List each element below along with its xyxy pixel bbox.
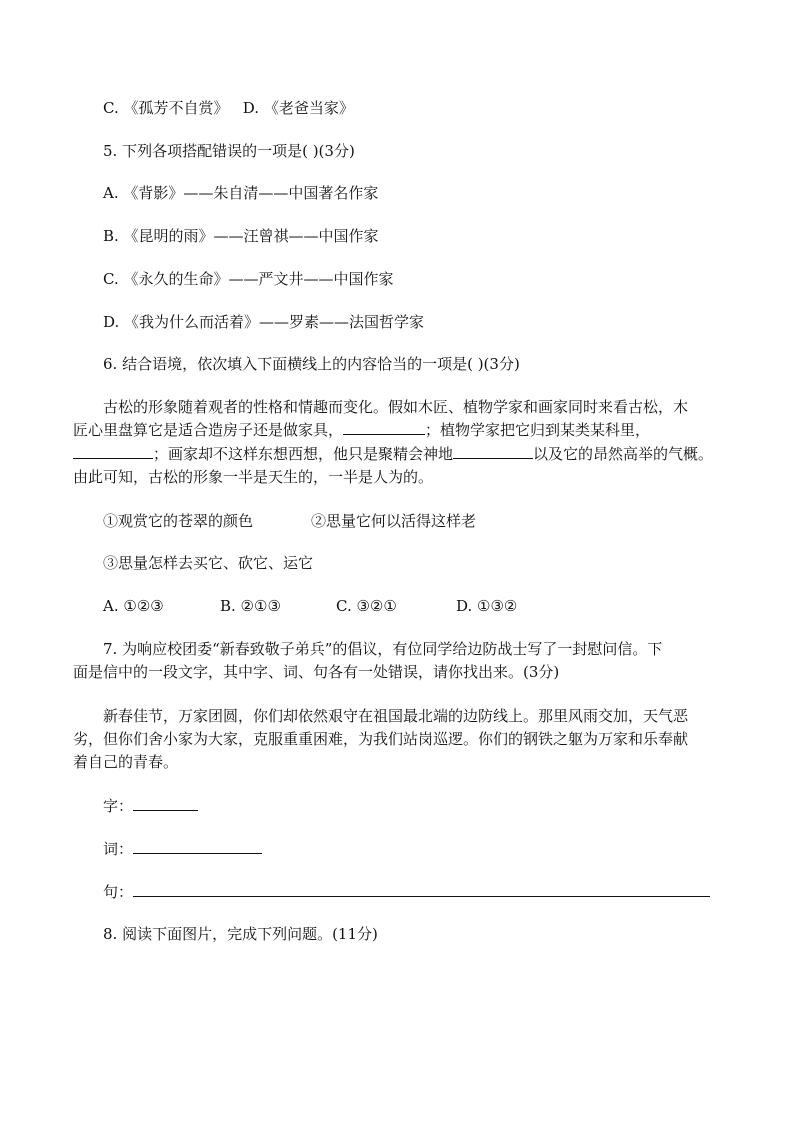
q7-letter-line-2: 劣，但你们舍小家为大家，克服重重困难，为我们站岗巡逻。你们的钢铁之躯为万家和乐奉献 xyxy=(73,730,689,748)
q7-letter-line-1: 新春佳节，万家团圆，你们却依然艰守在祖国最北端的边防线上。那里风雨交加，天气恶 xyxy=(103,707,689,725)
q6-options-line xyxy=(103,596,517,616)
q6-blank-1 xyxy=(343,420,425,435)
q6-option-b: B. ②①③ xyxy=(220,597,281,615)
q7-answer-zi xyxy=(103,796,198,816)
q6-passage-line-4: 由此可知，古松的形象一半是天生的，一半是人为的。 xyxy=(73,468,434,486)
q7-blank-zi[interactable] xyxy=(133,796,198,811)
q4-options-line xyxy=(103,98,354,118)
q6-stem: 6. 结合语境，依次填入下面横线上的内容恰当的一项是( )(3分) xyxy=(103,355,520,373)
q4-option-d: D. 《老爸当家》 xyxy=(242,99,354,117)
q6-item-2: ②思量它何以活得这样老 xyxy=(311,512,477,530)
q6-passage-2a: 匠心里盘算它是适合造房子还是做家具， xyxy=(73,421,344,439)
q7-label-ci: 词： xyxy=(103,840,134,858)
q7-blank-ju[interactable] xyxy=(133,882,710,897)
q6-passage-2b: ；植物学家把它归到某类某科里， xyxy=(425,421,651,439)
q5-option-a: A. 《背影》——朱自清——中国著名作家 xyxy=(103,184,379,202)
q6-passage-3a: ；画家却不这样东想西想，他只是聚精会神地 xyxy=(153,445,454,463)
q6-passage-line-3 xyxy=(73,444,713,464)
q6-option-a: A. ①②③ xyxy=(103,597,164,615)
q6-passage-line-1: 古松的形象随着观者的性格和情趣而变化。假如木匠、植物学家和画家同时来看古松，木 xyxy=(103,398,689,416)
q5-option-c: C. 《永久的生命》——严文井——中国作家 xyxy=(103,270,394,288)
q4-option-c: C. 《孤芳不自赏》 xyxy=(103,99,229,117)
q6-option-d: D. ①③② xyxy=(456,597,518,615)
q6-items-line-1 xyxy=(103,511,476,531)
q6-passage-line-2 xyxy=(73,420,650,440)
q6-item-3: ③思量怎样去买它、砍它、运它 xyxy=(103,554,314,572)
q5-option-b: B. 《昆明的雨》——汪曾祺——中国作家 xyxy=(103,227,379,245)
q7-letter-line-3: 着自己的青春。 xyxy=(73,753,179,771)
q5-stem: 5. 下列各项搭配错误的一项是( )(3分) xyxy=(103,142,355,160)
q6-blank-3 xyxy=(453,444,533,459)
q6-passage-3b: 以及它的昂然高举的气概。 xyxy=(533,445,714,463)
q7-answer-ci xyxy=(103,839,262,859)
q7-answer-ju xyxy=(103,882,710,902)
q6-item-1: ①观赏它的苍翠的颜色 xyxy=(103,512,254,530)
q8-stem: 8. 阅读下面图片，完成下列问题。(11分) xyxy=(103,925,378,943)
q7-label-zi: 字： xyxy=(103,797,134,815)
q6-blank-2 xyxy=(73,444,153,459)
q5-option-d: D. 《我为什么而活着》——罗素——法国哲学家 xyxy=(103,313,425,331)
q7-stem-line-2: 面是信中的一段文字，其中字、词、句各有一处错误，请你找出来。(3分) xyxy=(73,663,560,681)
q7-blank-ci[interactable] xyxy=(133,839,262,854)
q6-option-c: C. ③②① xyxy=(336,597,397,615)
q7-label-ju: 句： xyxy=(103,883,134,901)
q7-stem-line-1: 7. 为响应校团委“新春致敬子弟兵”的倡议，有位同学给边防战士写了一封慰问信。下 xyxy=(103,640,663,658)
